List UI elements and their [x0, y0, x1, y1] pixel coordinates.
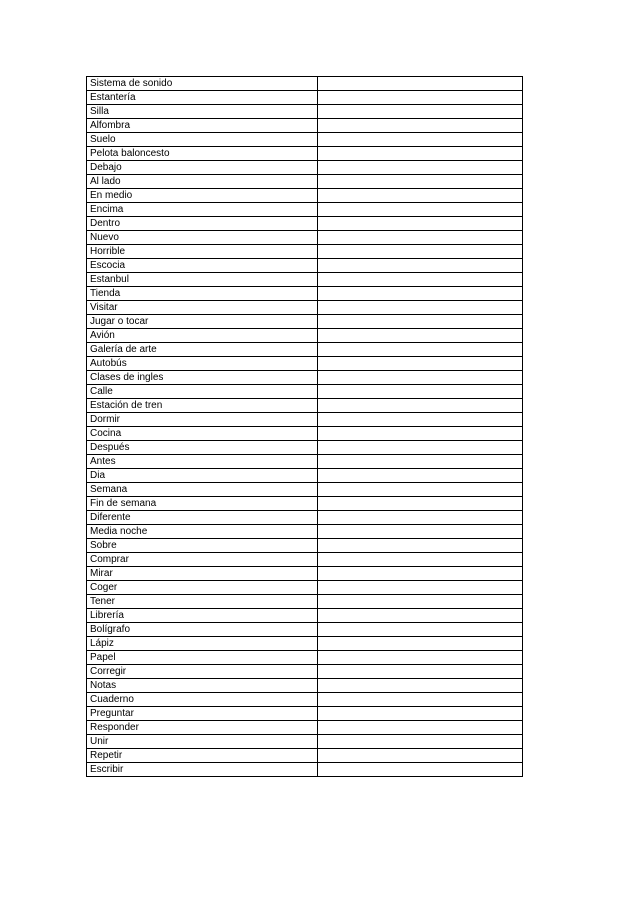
table-row [87, 385, 523, 399]
vocabulary-term-cell: Autobús [87, 357, 318, 371]
translation-blank-cell [318, 623, 523, 637]
translation-blank-cell [318, 161, 523, 175]
translation-blank-cell [318, 301, 523, 315]
vocabulary-term-cell: Lápiz [87, 637, 318, 651]
translation-blank-cell [318, 553, 523, 567]
table-row [87, 217, 523, 231]
table-row [87, 693, 523, 707]
table-row [87, 595, 523, 609]
vocabulary-term-cell: En medio [87, 189, 318, 203]
translation-blank-cell [318, 175, 523, 189]
table-row [87, 651, 523, 665]
translation-blank-cell [318, 329, 523, 343]
translation-blank-cell [318, 539, 523, 553]
vocabulary-term-cell: Preguntar [87, 707, 318, 721]
table-row [87, 91, 523, 105]
translation-blank-cell [318, 385, 523, 399]
table-row [87, 231, 523, 245]
table-row [87, 455, 523, 469]
translation-blank-cell [318, 749, 523, 763]
vocabulary-term-cell: Unir [87, 735, 318, 749]
table-row [87, 399, 523, 413]
vocabulary-term-cell: Horrible [87, 245, 318, 259]
table-row [87, 105, 523, 119]
vocabulary-term-cell: Repetir [87, 749, 318, 763]
translation-blank-cell [318, 455, 523, 469]
translation-blank-cell [318, 217, 523, 231]
translation-blank-cell [318, 665, 523, 679]
vocabulary-term-cell: Calle [87, 385, 318, 399]
translation-blank-cell [318, 497, 523, 511]
table-row [87, 161, 523, 175]
vocabulary-term-cell: Notas [87, 679, 318, 693]
translation-blank-cell [318, 595, 523, 609]
vocabulary-term-cell: Visitar [87, 301, 318, 315]
vocabulary-term-cell: Dia [87, 469, 318, 483]
table-row [87, 623, 523, 637]
translation-blank-cell [318, 567, 523, 581]
vocabulary-term-cell: Papel [87, 651, 318, 665]
table-row [87, 147, 523, 161]
translation-blank-cell [318, 91, 523, 105]
vocabulary-term-cell: Sobre [87, 539, 318, 553]
vocabulary-term-cell: Cuaderno [87, 693, 318, 707]
table-row [87, 735, 523, 749]
vocabulary-term-cell: Estantería [87, 91, 318, 105]
table-row [87, 343, 523, 357]
table-row [87, 259, 523, 273]
translation-blank-cell [318, 679, 523, 693]
translation-blank-cell [318, 483, 523, 497]
translation-blank-cell [318, 721, 523, 735]
table-row [87, 119, 523, 133]
table-row [87, 749, 523, 763]
translation-blank-cell [318, 189, 523, 203]
table-row [87, 525, 523, 539]
vocabulary-table [86, 76, 523, 777]
vocabulary-term-cell: Librería [87, 609, 318, 623]
translation-blank-cell [318, 77, 523, 91]
table-row [87, 679, 523, 693]
vocabulary-term-cell: Silla [87, 105, 318, 119]
table-row [87, 553, 523, 567]
translation-blank-cell [318, 735, 523, 749]
table-row [87, 511, 523, 525]
vocabulary-term-cell: Comprar [87, 553, 318, 567]
vocabulary-term-cell: Debajo [87, 161, 318, 175]
vocabulary-term-cell: Cocina [87, 427, 318, 441]
translation-blank-cell [318, 469, 523, 483]
translation-blank-cell [318, 105, 523, 119]
vocabulary-term-cell: Dentro [87, 217, 318, 231]
table-row [87, 245, 523, 259]
vocabulary-term-cell: Jugar o tocar [87, 315, 318, 329]
table-row [87, 539, 523, 553]
vocabulary-term-cell: Tienda [87, 287, 318, 301]
vocabulary-term-cell: Sistema de sonido [87, 77, 318, 91]
translation-blank-cell [318, 133, 523, 147]
table-row [87, 581, 523, 595]
translation-blank-cell [318, 637, 523, 651]
table-row [87, 665, 523, 679]
translation-blank-cell [318, 525, 523, 539]
vocabulary-term-cell: Tener [87, 595, 318, 609]
vocabulary-term-cell: Semana [87, 483, 318, 497]
translation-blank-cell [318, 441, 523, 455]
table-row [87, 637, 523, 651]
translation-blank-cell [318, 763, 523, 777]
translation-blank-cell [318, 119, 523, 133]
translation-blank-cell [318, 343, 523, 357]
translation-blank-cell [318, 203, 523, 217]
translation-blank-cell [318, 511, 523, 525]
vocabulary-term-cell: Escribir [87, 763, 318, 777]
vocabulary-term-cell: Escocia [87, 259, 318, 273]
vocabulary-term-cell: Diferente [87, 511, 318, 525]
vocabulary-table-body [87, 77, 523, 777]
vocabulary-term-cell: Bolígrafo [87, 623, 318, 637]
vocabulary-term-cell: Responder [87, 721, 318, 735]
table-row [87, 315, 523, 329]
vocabulary-term-cell: Coger [87, 581, 318, 595]
table-row [87, 427, 523, 441]
vocabulary-term-cell: Galería de arte [87, 343, 318, 357]
table-row [87, 133, 523, 147]
translation-blank-cell [318, 371, 523, 385]
table-row [87, 203, 523, 217]
translation-blank-cell [318, 693, 523, 707]
table-row [87, 483, 523, 497]
vocabulary-term-cell: Mirar [87, 567, 318, 581]
table-row [87, 175, 523, 189]
translation-blank-cell [318, 413, 523, 427]
vocabulary-term-cell: Suelo [87, 133, 318, 147]
translation-blank-cell [318, 357, 523, 371]
table-row [87, 287, 523, 301]
translation-blank-cell [318, 609, 523, 623]
translation-blank-cell [318, 259, 523, 273]
table-row [87, 301, 523, 315]
vocabulary-term-cell: Estanbul [87, 273, 318, 287]
vocabulary-term-cell: Dormir [87, 413, 318, 427]
vocabulary-term-cell: Encima [87, 203, 318, 217]
table-row [87, 413, 523, 427]
vocabulary-term-cell: Clases de ingles [87, 371, 318, 385]
translation-blank-cell [318, 287, 523, 301]
table-row [87, 441, 523, 455]
vocabulary-term-cell: Media noche [87, 525, 318, 539]
translation-blank-cell [318, 273, 523, 287]
table-row [87, 721, 523, 735]
vocabulary-term-cell: Fin de semana [87, 497, 318, 511]
translation-blank-cell [318, 399, 523, 413]
table-row [87, 189, 523, 203]
vocabulary-term-cell: Nuevo [87, 231, 318, 245]
translation-blank-cell [318, 427, 523, 441]
vocabulary-term-cell: Después [87, 441, 318, 455]
table-row [87, 371, 523, 385]
table-row [87, 273, 523, 287]
vocabulary-term-cell: Corregir [87, 665, 318, 679]
vocabulary-term-cell: Antes [87, 455, 318, 469]
table-row [87, 609, 523, 623]
translation-blank-cell [318, 651, 523, 665]
table-row [87, 497, 523, 511]
vocabulary-term-cell: Pelota baloncesto [87, 147, 318, 161]
vocabulary-term-cell: Alfombra [87, 119, 318, 133]
table-row [87, 567, 523, 581]
table-row [87, 707, 523, 721]
table-row [87, 763, 523, 777]
vocabulary-term-cell: Estación de tren [87, 399, 318, 413]
vocabulary-term-cell: Al lado [87, 175, 318, 189]
table-row [87, 77, 523, 91]
translation-blank-cell [318, 315, 523, 329]
translation-blank-cell [318, 245, 523, 259]
translation-blank-cell [318, 581, 523, 595]
vocabulary-term-cell: Avión [87, 329, 318, 343]
table-row [87, 357, 523, 371]
table-row [87, 329, 523, 343]
table-row [87, 469, 523, 483]
translation-blank-cell [318, 707, 523, 721]
translation-blank-cell [318, 231, 523, 245]
translation-blank-cell [318, 147, 523, 161]
